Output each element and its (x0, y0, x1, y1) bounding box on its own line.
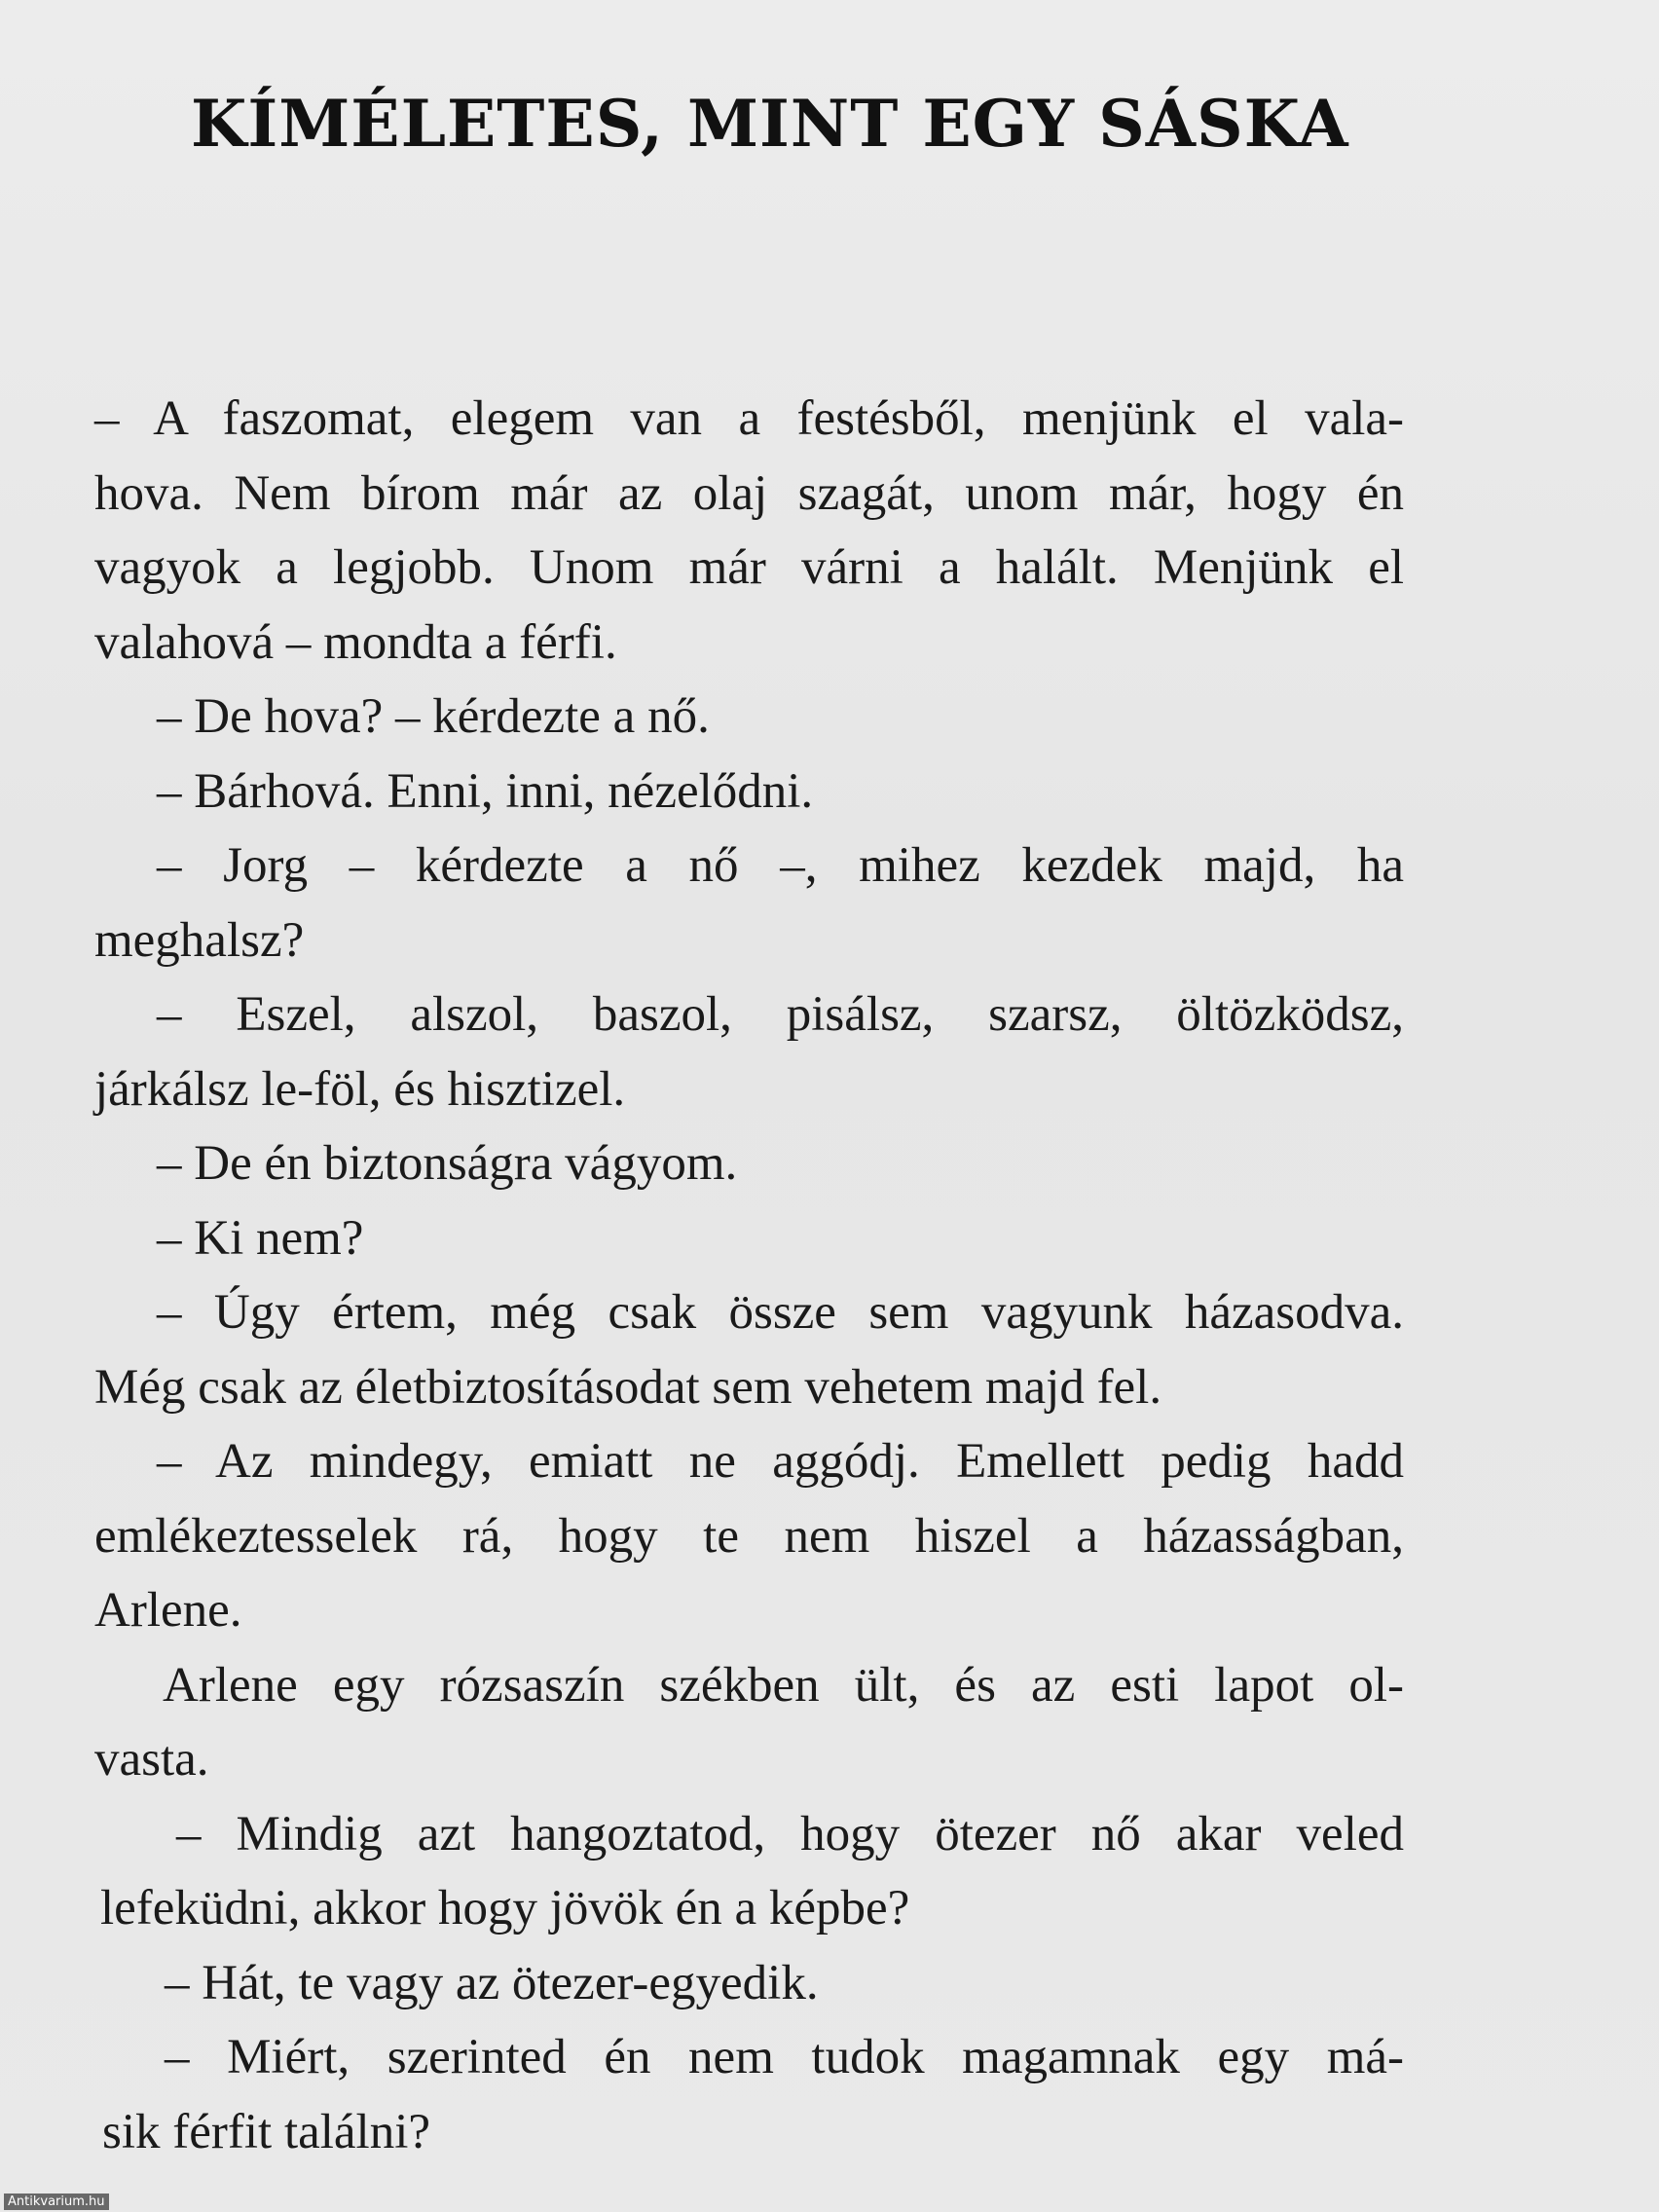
text-line: – Mindig azt hangoztatod, hogy ötezer nő akar veled (176, 1806, 1404, 1862)
text-line: – Hát, te vagy az ötezer-egyedik. (165, 1955, 819, 2010)
text-line: lefeküdni, akkor hogy jövök én a képbe? (100, 1881, 910, 1936)
text-line: járkálsz le-föl, és hisztizel. (94, 1061, 626, 1117)
text-line: – Bárhová. Enni, inni, nézelődni. (157, 763, 814, 819)
text-line: – Jorg – kérdezte a nő –, mihez kezdek majd, ha (157, 838, 1404, 893)
text-line: sik férfit találni? (102, 2104, 431, 2159)
body-text (94, 382, 1404, 2169)
chapter-title: KÍMÉLETES, MINT EGY SÁSKA (191, 86, 1349, 162)
text-line: valahová – mondta a férfi. (94, 614, 617, 670)
text-line: – De én biztonságra vágyom. (157, 1136, 738, 1191)
text-line: emlékeztesselek rá, hogy te nem hiszel a házasságban, (94, 1508, 1404, 1564)
text-line: – Ki nem? (157, 1210, 364, 1266)
text-line: Még csak az életbiztosításodat sem vehetem majd fel. (94, 1359, 1162, 1415)
text-line: vagyok a legjobb. Unom már várni a halált. Menjünk el (94, 540, 1404, 595)
watermark: Antikvarium.hu (4, 2194, 109, 2210)
text-line: – Az mindegy, emiatt ne aggódj. Emellett pedig hadd (157, 1434, 1404, 1489)
text-line: – Eszel, alszol, baszol, pisálsz, szarsz, öltözködsz, (157, 987, 1404, 1042)
text-line: meghalsz? (94, 912, 305, 968)
text-line: – Miért, szerinted én nem tudok magamnak egy má- (165, 2030, 1404, 2084)
text-line: Arlene. (94, 1583, 242, 1638)
text-line: – A faszomat, elegem van a festésből, menjünk el vala- (94, 391, 1404, 446)
text-line: – De hova? – kérdezte a nő. (157, 689, 710, 744)
text-line: – Úgy értem, még csak össze sem vagyunk házasodva. (157, 1285, 1404, 1340)
text-line: Arlene egy rózsaszín székben ült, és az esti lapot ol- (163, 1657, 1404, 1713)
text-line: vasta. (94, 1732, 209, 1787)
text-line: hova. Nem bírom már az olaj szagát, unom már, hogy én (94, 465, 1404, 521)
